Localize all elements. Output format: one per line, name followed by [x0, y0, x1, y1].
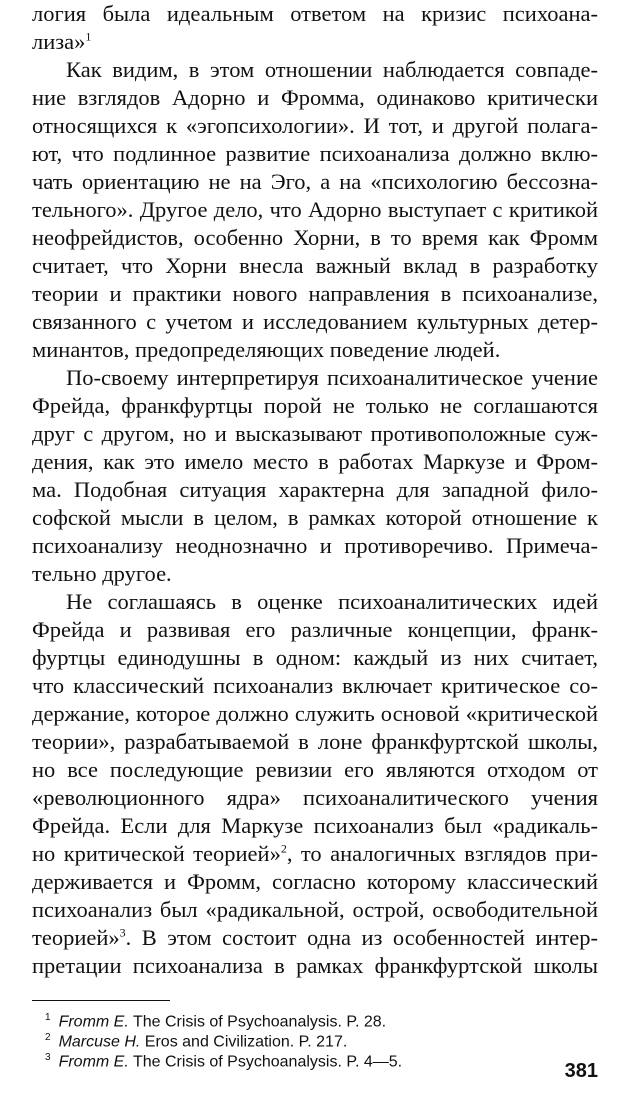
- text-line: Фрейда и развивая его различные концепции, франк-: [32, 617, 598, 642]
- footnote-author: Fromm E.: [58, 1013, 129, 1031]
- text-line: [32, 28, 598, 56]
- footnote-text: Eros and Civilization. P. 217.: [140, 1033, 348, 1051]
- text-line: дения, как это имело место в работах Маркузе и Фром-: [32, 449, 598, 474]
- text-line: чать ориентацию не на Эго, а на «психологию бессозна-: [32, 169, 598, 194]
- page-number: 381: [564, 1060, 598, 1082]
- text-line: фуртцы единодушны в одном: каждый из них считает,: [32, 645, 598, 670]
- footnote-author: Fromm E.: [58, 1053, 129, 1071]
- text-line: неофрейдистов, особенно Хорни, в то время как Фромм: [32, 225, 598, 250]
- footnote-author: Marcuse H.: [58, 1033, 141, 1051]
- text-line: тельно другое.: [32, 561, 172, 586]
- text-line: минантов, предопределяющих поведение людей.: [32, 337, 501, 362]
- text-line: претации психоанализа в рамках франкфуртской школы: [32, 953, 598, 978]
- text-fragment: но критической теорией»: [32, 841, 281, 866]
- footnote-text: The Crisis of Psychoanalysis. P. 4—5.: [128, 1053, 403, 1071]
- text-line: относящихся к «эгопсихологии». И тот, и другой полага-: [32, 113, 598, 138]
- footnote-ref: 1: [85, 29, 92, 44]
- footnote-number: 2: [45, 1032, 51, 1043]
- text-line: логия была идеальным ответом на кризис психоана-: [32, 1, 598, 26]
- text-fragment: теорией»: [32, 925, 120, 950]
- text-line: Фрейда. Если для Маркузе психоанализ был «радикаль-: [32, 813, 598, 838]
- text-line: психоанализу неоднозначно и противоречиво. Примеча-: [32, 533, 598, 558]
- text-line: связанного с учетом и исследованием культурных детер-: [32, 309, 598, 334]
- footnote-text: The Crisis of Psychoanalysis. P. 28.: [128, 1013, 387, 1031]
- text-line: Не соглашаясь в оценке психоаналитических идей: [66, 589, 598, 614]
- text-line: ют, что подлинное развитие психоанализа должно вклю-: [32, 141, 598, 166]
- text-line: психоанализ был «радикальной, острой, освободительной: [32, 897, 598, 922]
- footnote-number: 1: [45, 1012, 51, 1023]
- text-line: друг с другом, но и высказывают противоположные суж-: [32, 421, 598, 446]
- footnote-number: 3: [45, 1052, 51, 1063]
- text-line: «революционного ядра» психоаналитического учения: [32, 785, 598, 810]
- text-line: ма. Подобная ситуация характерна для западной фило-: [32, 477, 598, 502]
- text-fragment: . В этом состоит одна из особенностей интер-: [125, 925, 598, 950]
- text-line: но все последующие ревизии его являются отходом от: [32, 757, 598, 782]
- text-fragment: лиза»: [32, 29, 86, 54]
- text-fragment: , то аналогичных взглядов при-: [286, 841, 598, 866]
- text-line: [32, 924, 598, 952]
- text-line: теории и практики нового направления в психоанализе,: [32, 281, 598, 306]
- text-line: держивается и Фромм, согласно которому классический: [32, 869, 598, 894]
- text-line: держание, которое должно служить основой «критической: [32, 701, 598, 726]
- text-line: [32, 840, 598, 868]
- footnote-ref: 3: [119, 925, 126, 940]
- footnote: [45, 1048, 402, 1072]
- text-line: теории», разрабатываемой в лоне франкфуртской школы,: [32, 729, 598, 754]
- text-line: тельного». Другое дело, что Адорно выступает с критикой: [32, 197, 598, 222]
- footnote-divider: [32, 1000, 170, 1001]
- text-line: ние взглядов Адорно и Фромма, одинаково критически: [32, 85, 598, 110]
- text-line: что классический психоанализ включает критическое со-: [32, 673, 598, 698]
- text-line: софской мысли в целом, в рамках которой отношение к: [32, 505, 598, 530]
- text-line: По-своему интерпретируя психоаналитическое учение: [66, 365, 598, 390]
- text-line: Как видим, в этом отношении наблюдается совпаде-: [66, 57, 598, 82]
- footnote-ref: 2: [280, 841, 287, 856]
- text-line: Фрейда, франкфуртцы порой не только не соглашаются: [32, 393, 598, 418]
- text-line: считает, что Хорни внесла важный вклад в разработку: [32, 253, 598, 278]
